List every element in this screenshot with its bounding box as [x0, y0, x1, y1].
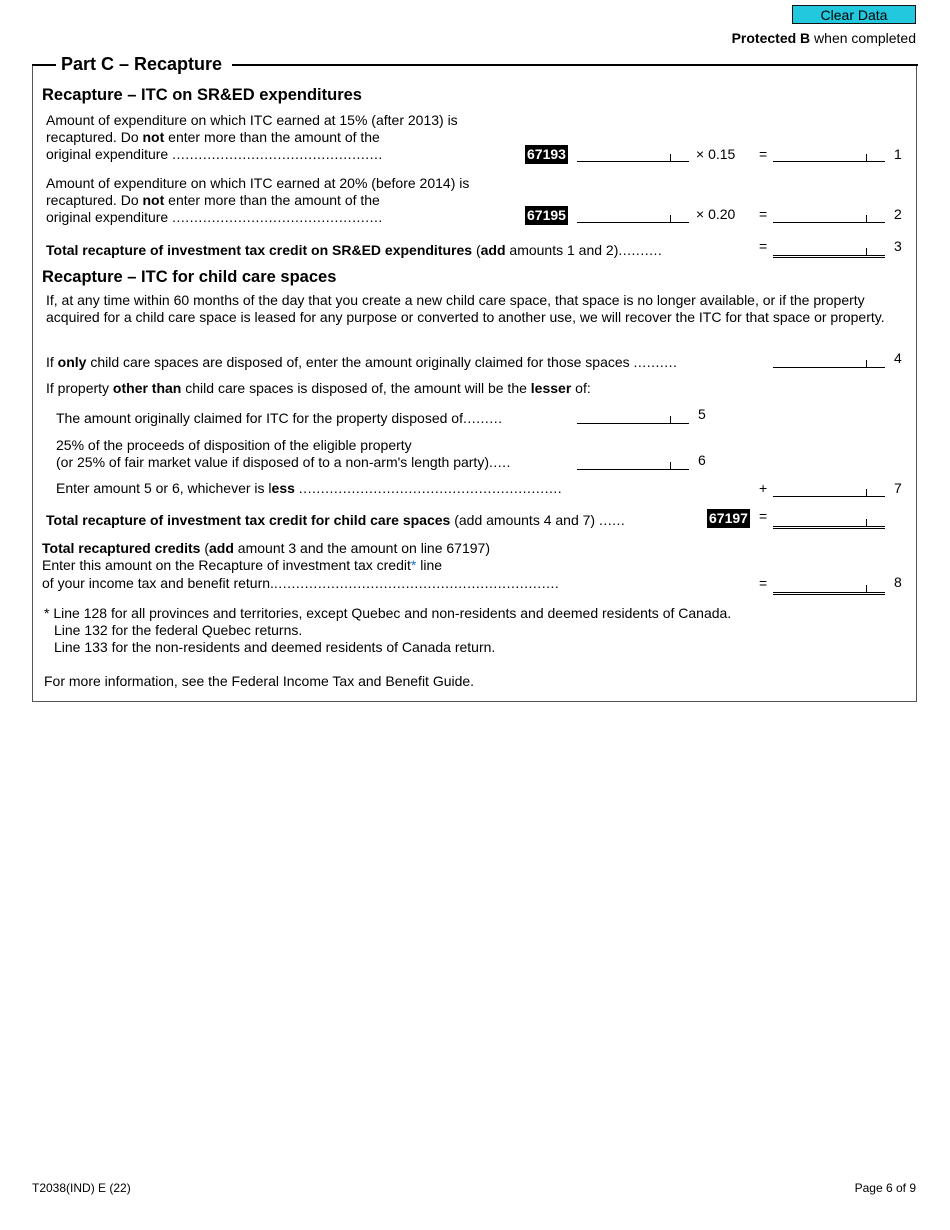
part-c-title: Part C – Recapture — [61, 54, 223, 74]
total-result[interactable] — [773, 577, 885, 595]
line2-equals: = — [759, 206, 768, 222]
line1-result[interactable] — [773, 146, 885, 162]
protected-label: Protected B when completed — [731, 30, 916, 46]
line1-text-a: Amount of expenditure on which ITC earned at 15% (after 2013) is — [46, 112, 458, 128]
line7-text: Enter amount 5 or 6, whichever is less ............................................................ — [56, 480, 563, 496]
line2-input[interactable] — [577, 207, 689, 223]
sred-heading: Recapture – ITC on SR&ED expenditures — [42, 86, 362, 104]
line1-input[interactable] — [577, 146, 689, 162]
line2-text-c: original expenditure ................................................ — [46, 209, 383, 225]
child-care-heading: Recapture – ITC for child care spaces — [42, 268, 337, 286]
line2-multiplier: × 0.20 — [696, 206, 736, 222]
child-total-text: Total recapture of investment tax credit for child care spaces (add amounts 4 and 7) ...... — [46, 512, 626, 528]
line3-result[interactable] — [773, 240, 885, 258]
total-equals: = — [759, 575, 768, 591]
total-number: 8 — [894, 574, 902, 590]
child-care-paragraph: If, at any time within 60 months of the day that you create a new child care space, that space is no longer available, or if the property acquired for a child care space is leased for any purpose or converted to another use, we will recover the ITC for that space or property. — [46, 292, 885, 325]
line4-text: If only child care spaces are disposed of, enter the amount originally claimed for those spaces .......... — [46, 354, 678, 370]
line4-result[interactable] — [773, 352, 885, 368]
line1-text-b: recaptured. Do not enter more than the amount of the — [46, 129, 380, 145]
part-c-border-left — [32, 64, 56, 66]
part-c-border-right — [232, 64, 918, 66]
line1-number: 1 — [894, 146, 902, 162]
line2-code: 67195 — [527, 207, 566, 223]
line2-text-b: recaptured. Do not enter more than the amount of the — [46, 192, 380, 208]
other-than-text: If property other than child care spaces is disposed of, the amount will be the lesser of: — [46, 380, 591, 396]
line3-number: 3 — [894, 238, 902, 254]
more-info-text: For more information, see the Federal Income Tax and Benefit Guide. — [44, 673, 475, 689]
line2-result[interactable] — [773, 207, 885, 223]
child-total-equals: = — [759, 508, 768, 524]
form-id: T2038(IND) E (22) — [32, 1181, 131, 1195]
child-total-result[interactable] — [773, 511, 885, 529]
line1-text-c: original expenditure ................................................ — [46, 146, 383, 162]
line5-number: 5 — [698, 406, 706, 422]
line6-text-b: (or 25% of fair market value if disposed of to a non-arm's length party)..... — [56, 454, 511, 470]
line6-number: 6 — [698, 452, 706, 468]
line5-input[interactable] — [577, 408, 689, 424]
line1-code: 67193 — [527, 146, 566, 162]
note-line-132: Line 132 for the federal Quebec returns. — [54, 622, 303, 638]
line3-equals: = — [759, 238, 768, 254]
line2-number: 2 — [894, 206, 902, 222]
page-number: Page 6 of 9 — [854, 1181, 916, 1195]
line5-text: The amount originally claimed for ITC for the property disposed of......... — [56, 410, 503, 426]
line1-equals: = — [759, 146, 768, 162]
line4-number: 4 — [894, 350, 902, 366]
line2-text-a: Amount of expenditure on which ITC earned at 20% (before 2014) is — [46, 175, 470, 191]
line7-result[interactable] — [773, 481, 885, 497]
line6-input[interactable] — [577, 454, 689, 470]
line6-text-a: 25% of the proceeds of disposition of the eligible property — [56, 437, 412, 453]
line7-number: 7 — [894, 480, 902, 496]
line1-multiplier: × 0.15 — [696, 146, 736, 162]
line3-text: Total recapture of investment tax credit on SR&ED expenditures (add amounts 1 and 2).......... — [46, 242, 663, 258]
child-total-code: 67197 — [709, 510, 748, 526]
clear-data-button[interactable]: Clear Data — [792, 5, 916, 24]
note-line-128: * Line 128 for all provinces and territories, except Quebec and non-residents and deemed residents of Canada. — [44, 605, 732, 621]
line7-plus: + — [759, 480, 768, 496]
note-line-133: Line 133 for the non-residents and deemed residents of Canada return. — [54, 639, 496, 655]
total-line-a: Total recaptured credits (add amount 3 and the amount on line 67197) — [42, 540, 490, 556]
total-line-b: Enter this amount on the Recapture of investment tax credit* line — [42, 557, 443, 573]
total-line-c: of your income tax and benefit return.................................................................. — [42, 575, 560, 591]
